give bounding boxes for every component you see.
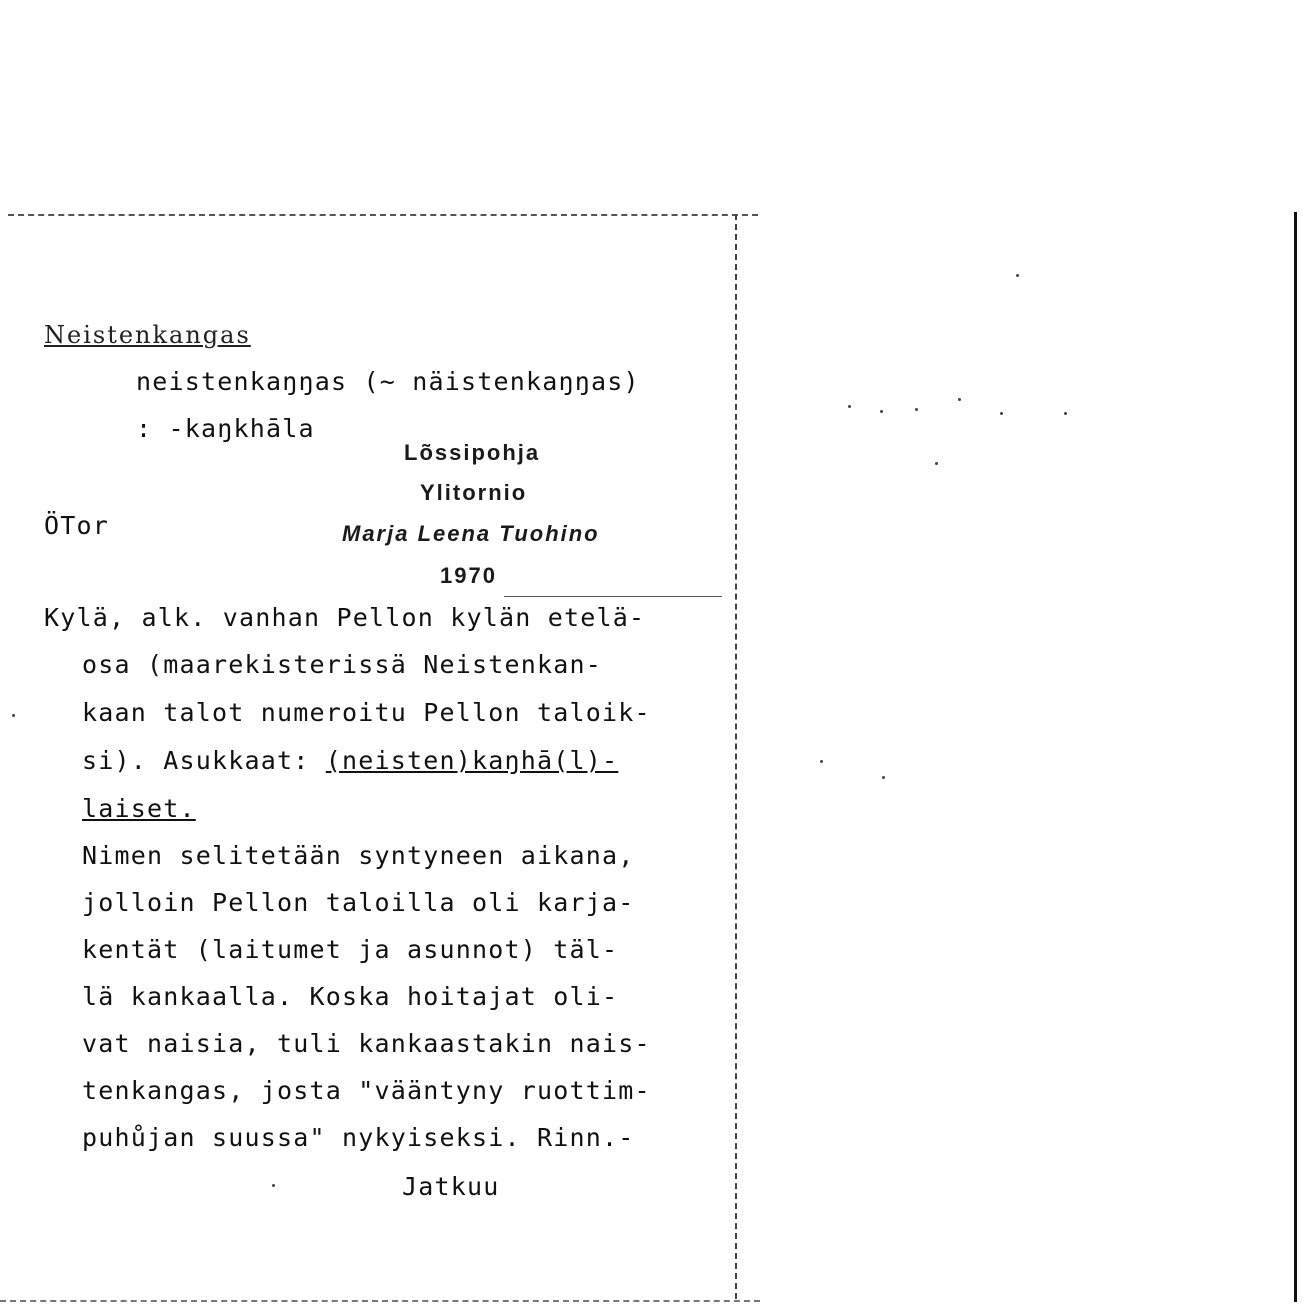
separator-rule xyxy=(504,596,722,597)
scan-speck xyxy=(935,462,938,465)
body-line: kentät (laitumet ja asunnot) täl- xyxy=(82,935,619,964)
year-stamp: 1970 xyxy=(440,563,497,588)
scan-speck xyxy=(1064,412,1067,415)
card-right-edge xyxy=(1294,212,1297,1302)
body-line: Kylä, alk. vanhan Pellon kylän etelä- xyxy=(44,603,646,632)
card-bottom-edge xyxy=(0,1300,760,1302)
region-stamp: Lõssipohja xyxy=(404,440,541,465)
scan-speck xyxy=(848,405,851,408)
body-line: kaan talot numeroitu Pellon taloik- xyxy=(82,698,651,727)
continued-label: Jatkuu xyxy=(402,1172,500,1201)
body-line: tenkangas, josta "vääntyny ruottim- xyxy=(82,1076,651,1105)
body-line: puhůjan suussa" nykyiseksi. Rinn.- xyxy=(82,1123,635,1152)
forms-line: neistenkaŋŋas (~ näistenkaŋŋas) xyxy=(136,367,640,396)
scan-speck xyxy=(272,1184,275,1187)
scan-speck xyxy=(1000,412,1003,415)
headword: Neistenkangas xyxy=(44,321,251,349)
scan-speck xyxy=(882,776,885,779)
abbrev-label: ÖTor xyxy=(44,511,110,540)
card-fold-line xyxy=(735,214,737,1299)
body-line: Nimen selitetään syntyneen aikana, xyxy=(82,841,635,870)
scan-speck xyxy=(12,714,15,717)
scan-speck xyxy=(820,760,823,763)
collector-stamp: Marja Leena Tuohino xyxy=(342,521,600,546)
scan-speck xyxy=(958,398,961,401)
scan-speck xyxy=(880,410,883,413)
body-line: osa (maarekisterissä Neistenkan- xyxy=(82,650,603,679)
body-line-text: laiset. xyxy=(82,794,196,823)
card-top-edge xyxy=(8,214,758,216)
scan-speck xyxy=(1016,274,1019,277)
case-line: : -kaŋkhāla xyxy=(136,414,315,443)
body-line xyxy=(82,794,196,824)
body-line: jolloin Pellon taloilla oli karja- xyxy=(82,888,635,917)
inhabitants-form: (neisten)kaŋhā(l)- xyxy=(325,746,619,775)
parish-stamp: Ylitornio xyxy=(420,480,528,505)
body-line xyxy=(82,746,618,776)
body-line: vat naisia, tuli kankaastakin nais- xyxy=(82,1029,651,1058)
scan-speck xyxy=(915,408,918,411)
body-line: lä kankaalla. Koska hoitajat oli- xyxy=(82,982,619,1011)
body-line-text: si). Asukkaat: xyxy=(82,746,326,775)
